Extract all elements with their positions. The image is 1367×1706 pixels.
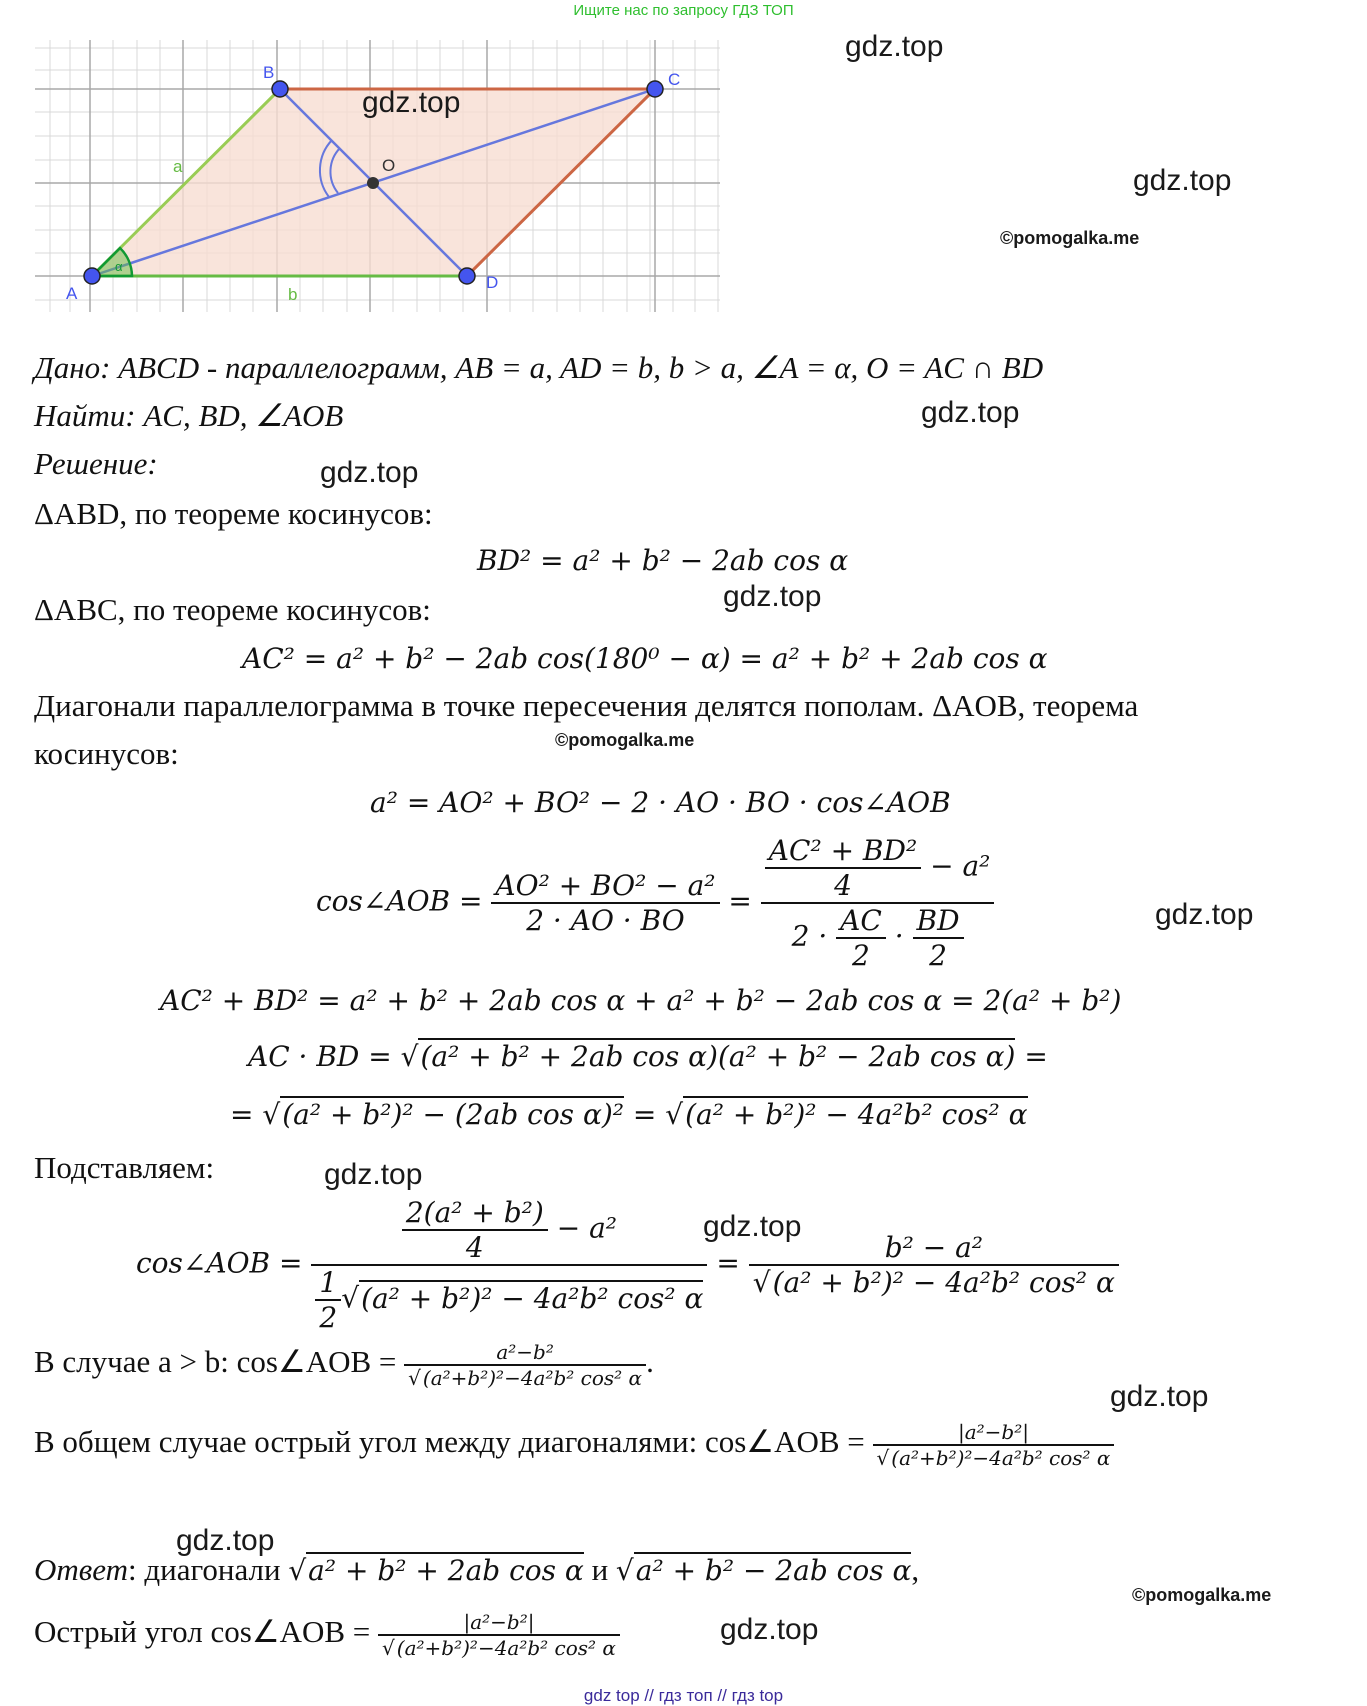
ac-den: 2 xyxy=(852,939,870,972)
label-d: D xyxy=(486,273,499,292)
prod2-radical-1: (a² + b²)² − (2ab cos α)² xyxy=(282,1098,625,1131)
answer-radical-1: a² + b² + 2ab cos α xyxy=(308,1554,584,1587)
case-fraction: $\frac{\text{a²−b²}}{\text{√ (a²+b²)²−4a²b² cos² α}}$ xyxy=(404,1340,646,1390)
diagonals-line: Диагонали параллелограмма в точке пересечения делятся пополам. ΔAOB, теорема xyxy=(34,688,1139,723)
watermark-gdz: gdz.top xyxy=(320,456,419,489)
acute-angle-line xyxy=(34,1610,620,1660)
final-right-den: √(a² + b²)² − 4a²b² cos² α xyxy=(752,1266,1115,1299)
fraction-2 xyxy=(761,834,995,972)
case-text: В случае a > b: cos∠AOB = xyxy=(34,1344,397,1380)
final-equals: = xyxy=(716,1246,740,1280)
find-label: Найти xyxy=(34,398,126,433)
general-fraction: $\frac{\text{|a²−b²|}}{\text{√ (a²+b²)²−4a²b² cos² α}}$ xyxy=(873,1420,1115,1470)
watermark-gdz: gdz.top xyxy=(703,1210,802,1243)
bd-den: 2 xyxy=(929,939,947,972)
equation-cos-aob xyxy=(316,834,994,972)
answer-radical-2: a² + b² − 2ab cos α xyxy=(635,1554,912,1587)
bottom-links[interactable]: gdz top // гдз топ // гдз top xyxy=(583,1686,784,1705)
final-top-num: 2(a² + b²) xyxy=(402,1196,548,1231)
fraction-1-num: AO² + BO² − a² xyxy=(491,869,719,904)
parallelogram-figure xyxy=(30,40,730,312)
find-text: : AC, BD, ∠AOB xyxy=(125,398,344,433)
find-line xyxy=(34,398,343,434)
point-d xyxy=(459,268,475,284)
watermark-gdz: gdz.top xyxy=(1110,1380,1209,1413)
watermark-gdz: gdz.top xyxy=(176,1524,275,1557)
abc-line: ΔABC, по теореме косинусов: xyxy=(34,592,431,627)
equation-bd: BD² = a² + b² − 2ab cos α xyxy=(477,544,849,577)
dot: · xyxy=(894,919,904,953)
point-c xyxy=(647,81,663,97)
substitute-label: Подставляем: xyxy=(34,1150,215,1185)
point-a xyxy=(84,268,100,284)
label-side-a: a xyxy=(173,157,183,176)
prod1-radical: (a² + b² + 2ab cos α)(a² + b² − 2ab cos α) xyxy=(420,1040,1016,1073)
equation-sum: AC² + BD² = a² + b² + 2ab cos α + a² + b² − 2ab cos α = 2(a² + b²) xyxy=(160,984,1122,1017)
general-line xyxy=(34,1420,1114,1470)
den-prefix: 2 · xyxy=(791,919,828,953)
acute-text: Острый угол cos∠AOB = xyxy=(34,1614,371,1650)
diagonals-line-cont: косинусов: xyxy=(34,736,179,771)
half-den: 2 xyxy=(319,1301,338,1334)
watermark-pomogalka: ©pomogalka.me xyxy=(1000,228,1140,248)
equals: = xyxy=(728,884,752,918)
fraction-2-den xyxy=(761,904,995,972)
abd-line: ΔABD, по теореме косинусов: xyxy=(34,496,433,531)
watermark-gdz: gdz.top xyxy=(362,86,461,119)
general-radical: (a²+b²)²−4a²b² cos² α xyxy=(891,1446,1111,1470)
case-radical: (a²+b²)²−4a²b² cos² α xyxy=(422,1366,643,1390)
fraction-1 xyxy=(491,869,719,937)
answer-text: : диагонали xyxy=(127,1552,281,1587)
final-top-den: 4 xyxy=(465,1231,484,1264)
final-lhs: cos∠AOB = xyxy=(136,1246,303,1280)
prod1-rhs: = xyxy=(1015,1040,1048,1073)
watermark-gdz: gdz.top xyxy=(723,580,822,613)
label-c: C xyxy=(668,70,681,89)
label-side-b: b xyxy=(288,285,298,304)
inner-num: AC² + BD² xyxy=(765,834,921,869)
ac-num: AC xyxy=(836,904,886,939)
watermark-gdz: gdz.top xyxy=(921,396,1020,429)
case-num: a²−b² xyxy=(404,1340,646,1366)
label-a: A xyxy=(66,284,78,303)
given-text: : ABCD - параллелограмм, AB = a, AD = b, b > a, ∠A = α, O = AC ∩ BD xyxy=(100,350,1044,385)
inner-den: 4 xyxy=(834,869,852,902)
equation-ac: AC² = a² + b² − 2ab cos(180⁰ − α) = a² + b² + 2ab cos α xyxy=(242,642,1048,675)
answer-and: и xyxy=(583,1552,616,1587)
final-fraction-right xyxy=(749,1231,1119,1299)
acute-radical: (a²+b²)²−4a²b² cos² α xyxy=(396,1636,616,1660)
final-right-radical: (a² + b²)² − 4a²b² cos² α xyxy=(772,1266,1115,1299)
final-fraction-left xyxy=(311,1196,707,1334)
watermark-pomogalka: ©pomogalka.me xyxy=(1132,1585,1272,1605)
fraction-2-num xyxy=(761,834,995,904)
prod2-radical-2: (a² + b²)² − 4a²b² cos² α xyxy=(685,1098,1028,1131)
point-b xyxy=(272,81,288,97)
bd-num: BD xyxy=(913,904,964,939)
equation-aob: a² = AO² + BO² − 2 · AO · BO · cos∠AOB xyxy=(370,786,951,819)
watermark-gdz: gdz.top xyxy=(1155,898,1254,931)
half-num: 1 xyxy=(315,1266,341,1301)
equation-product-2: = √(a² + b²)² − (2ab cos α)² = √(a² + b²)² − 4a²b² cos² α xyxy=(230,1098,1028,1131)
watermark-gdz: gdz.top xyxy=(720,1613,819,1646)
answer-label: Ответ xyxy=(34,1552,128,1587)
solution-label: Решение: xyxy=(34,446,158,481)
answer-line: Ответ: диагонали √a² + b² + 2ab cos α и √a² + b² − 2ab cos α, xyxy=(34,1552,920,1587)
case-line xyxy=(34,1340,654,1390)
watermark-gdz: gdz.top xyxy=(324,1158,423,1191)
general-num: |a²−b²| xyxy=(873,1420,1115,1446)
general-text: В общем случае острый угол между диагоналями: cos∠AOB = xyxy=(34,1424,865,1460)
final-left-den: $\frac{1}{2}$ √(a² + b²)² − 4a²b² cos² α xyxy=(311,1266,707,1334)
final-left-num xyxy=(311,1196,707,1266)
label-o: O xyxy=(382,156,396,175)
given-line xyxy=(34,350,1043,386)
label-b: B xyxy=(263,63,275,82)
label-alpha: α xyxy=(115,259,123,274)
watermark-gdz: gdz.top xyxy=(845,30,944,63)
point-o xyxy=(367,177,379,189)
case-end: . xyxy=(646,1344,654,1380)
final-minus: − a² xyxy=(556,1211,618,1245)
prod1-lhs: AC · BD = xyxy=(248,1040,392,1073)
minus-a2: − a² xyxy=(930,849,991,883)
equation-final xyxy=(136,1196,1119,1334)
top-banner: Ищите нас по запросу ГДЗ ТОП xyxy=(573,2,794,19)
prod2-lhs: = xyxy=(230,1098,254,1131)
watermark-gdz: gdz.top xyxy=(1133,164,1232,197)
acute-fraction: $\frac{\text{|a²−b²|}}{\text{√ (a²+b²)²−4a²b² cos² α}}$ xyxy=(378,1610,620,1660)
final-left-radical: (a² + b²)² − 4a²b² cos² α xyxy=(361,1281,704,1315)
cos-lhs: cos∠AOB = xyxy=(316,884,483,918)
acute-num: |a²−b²| xyxy=(378,1610,620,1636)
prod2-mid: = xyxy=(624,1098,666,1131)
answer-end: , xyxy=(911,1552,920,1587)
equation-product-1: AC · BD = √(a² + b² + 2ab cos α)(a² + b² − 2ab cos α) = xyxy=(248,1040,1048,1073)
watermark-pomogalka: ©pomogalka.me xyxy=(555,730,695,750)
given-label: Дано xyxy=(34,350,101,385)
fraction-1-den: 2 · AO · BO xyxy=(526,904,685,937)
final-right-num: b² − a² xyxy=(749,1231,1119,1266)
